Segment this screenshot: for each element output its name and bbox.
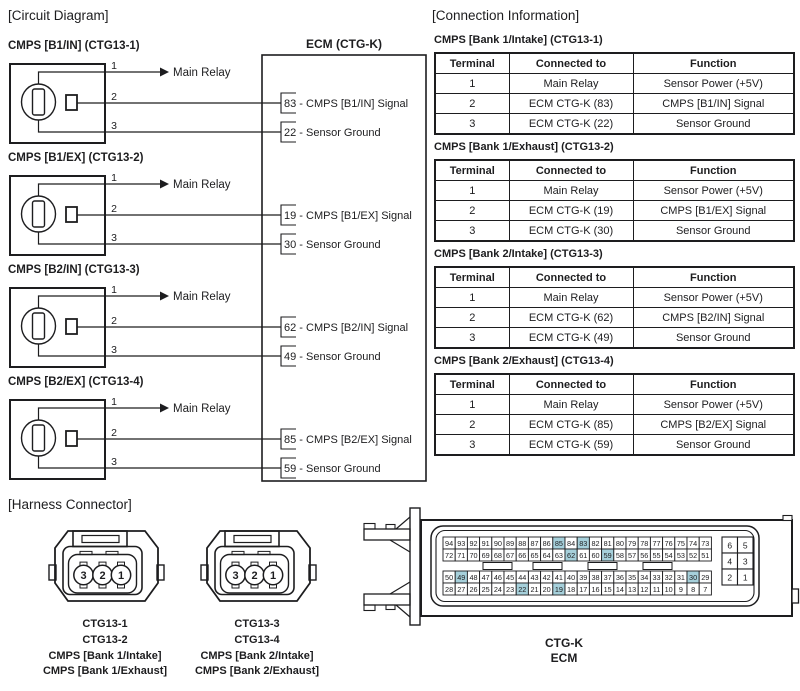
table-cell: 3 [435,435,509,456]
ecm-pin-number: 93 [457,539,466,549]
ecm-pin-number: 64 [542,551,551,561]
connection-table [434,52,795,135]
table-row [435,74,794,94]
ecm-ground-pin-label: 49 - Sensor Ground [284,351,381,363]
ecm-pin-number: 16 [591,585,600,595]
table-cell: 2 [435,201,509,221]
ecm-small-grid-number: 3 [742,556,748,567]
wire-3 [39,456,282,468]
connector-caption-line: CMPS [Bank 2/Intake] [200,649,314,662]
ecm-pin-number: 74 [689,539,698,549]
table-cell: 2 [435,94,509,114]
ecm-pin-number: 18 [567,585,576,595]
table-cell: 1 [435,395,509,415]
ecm-pin-number: 49 [457,573,466,583]
main-relay-label: Main Relay [173,403,231,415]
ecm-box-title: ECM (CTG-K) [306,37,382,51]
ecm-side-tab [792,589,799,603]
table-cell: 1 [435,181,509,201]
table-cell: 1 [435,74,509,94]
bracket-arm-bottom [364,594,410,605]
arrowhead-icon [160,180,169,189]
connector-top-tab-slot [82,536,119,543]
ecm-key-tab [588,563,617,570]
column-header: Connected to [509,53,633,74]
connector-caption-line: CTG13-4 [234,633,280,646]
ecm-pin-number: 21 [530,585,539,595]
sensor-label: CMPS [B1/IN] (CTG13-1) [8,40,140,52]
table-cell: Sensor Ground [633,114,794,135]
connector-caption-line: CTG13-3 [234,618,280,630]
pin-circle-number: 1 [269,570,277,582]
wire-1 [39,296,161,308]
ecm-pin-number: 38 [591,573,600,583]
ecm-pin-number: 12 [640,585,649,595]
ecm-pin-number: 57 [628,551,637,561]
ecm-pin-number: 42 [542,573,551,583]
sensor-label: CMPS [B2/EX] (CTG13-4) [8,376,144,388]
table-cell: Sensor Power (+5V) [633,74,794,94]
circuit-diagram-group [8,37,426,481]
ecm-pin-number: 91 [481,539,490,549]
wire-number: 3 [111,120,117,132]
ecm-signal-pin-label: 83 - CMPS [B1/IN] Signal [284,98,409,110]
table-cell: 3 [435,328,509,349]
ecm-pin-number: 66 [518,551,527,561]
table-cell: Sensor Ground [633,328,794,349]
ecm-pin-number: 36 [615,573,624,583]
ecm-pin-number: 15 [603,585,612,595]
ecm-pin-number: 62 [567,551,576,561]
ecm-pin-number: 24 [493,585,502,595]
column-header: Function [633,160,794,181]
ecm-pin-number: 11 [652,585,661,595]
ecm-pin-number: 32 [664,573,673,583]
table-cell: Main Relay [509,181,633,201]
ecm-pin-number: 23 [506,585,515,595]
connector-caption-left [20,617,190,680]
ecm-pin-number: 19 [554,585,563,595]
ecm-pin-number: 7 [703,585,708,595]
ecm-pin-number: 58 [615,551,624,561]
ecm-pin-number: 77 [652,539,661,549]
ecm-pin-number: 33 [652,573,661,583]
ecm-pin-number: 55 [652,551,661,561]
ecm-pin-number: 83 [579,539,588,549]
connector-caption-line: CTG13-2 [82,633,128,646]
ecm-pin-number: 84 [567,539,576,549]
table-row [435,435,794,456]
ecm-pin-number: 63 [554,551,563,561]
ecm-pin-number: 82 [591,539,600,549]
ecm-pin-number: 45 [506,573,515,583]
ecm-pin-number: 48 [469,573,478,583]
ecm-pin-number: 52 [689,551,698,561]
connection-table-title: CMPS [Bank 1/Exhaust] (CTG13-2) [434,141,614,153]
wire-3 [39,120,282,132]
ecm-caption [479,636,649,666]
ecm-pin-number: 34 [640,573,649,583]
wire-1 [39,72,161,84]
ecm-pin-number: 60 [591,551,600,561]
ecm-ground-pin-label: 22 - Sensor Ground [284,127,381,139]
ecm-pin-number: 76 [664,539,673,549]
wire-number: 1 [111,396,117,408]
table-cell: Sensor Power (+5V) [633,395,794,415]
ecm-pin-number: 22 [518,585,527,595]
connector-key-bump [232,551,244,554]
connection-table-title: CMPS [Bank 1/Intake] (CTG13-1) [434,34,603,46]
ecm-pin-number: 65 [530,551,539,561]
column-header: Terminal [435,374,509,395]
table-cell: ECM CTG-K (49) [509,328,633,349]
wire-number: 1 [111,172,117,184]
table-cell: Main Relay [509,288,633,308]
pin-circle-number: 1 [117,570,125,582]
ecm-ground-pin-label: 30 - Sensor Ground [284,239,381,251]
table-cell: Main Relay [509,74,633,94]
table-row [435,181,794,201]
table-row [435,288,794,308]
ecm-pin-number: 26 [469,585,478,595]
table-row [435,308,794,328]
ecm-pin-number: 69 [481,551,490,561]
ecm-pin-number: 29 [701,573,710,583]
mount-strip [410,508,420,625]
sensor-label: CMPS [B2/IN] (CTG13-3) [8,264,140,276]
bracket-bump [364,524,375,530]
sensor-terminal [66,95,77,110]
connection-table-section [434,355,794,456]
ecm-pin-number: 35 [628,573,637,583]
ecm-pin-number: 80 [615,539,624,549]
ecm-connector-drawing [364,508,799,625]
ecm-pin-number: 41 [554,573,563,583]
table-row [435,114,794,135]
table-cell: 3 [435,114,509,135]
ecm-pin-number: 8 [691,585,696,595]
wire-3 [39,344,282,356]
ecm-pin-number: 53 [676,551,685,561]
connection-table-section [434,141,794,242]
connection-table-section [434,248,794,349]
ecm-caption-line: CTG-K [545,636,583,650]
wire-number: 2 [111,203,117,215]
ecm-small-grid-number: 6 [727,540,733,551]
sensor-label: CMPS [B1/EX] (CTG13-2) [8,152,144,164]
ecm-pin-number: 78 [640,539,649,549]
connection-table-section [434,34,794,135]
ecm-pin-number: 10 [664,585,673,595]
sensor-inner-pin [33,425,45,451]
ecm-pin-number: 37 [603,573,612,583]
ecm-pin-number: 50 [445,573,454,583]
connection-table-title: CMPS [Bank 2/Exhaust] (CTG13-4) [434,355,614,367]
arrowhead-icon [160,292,169,301]
ecm-pin-number: 40 [567,573,576,583]
column-header: Connected to [509,267,633,288]
wire-number: 2 [111,427,117,439]
ecm-pin-number: 89 [506,539,515,549]
sensor-inner-pin [33,201,45,227]
ecm-pin-number: 73 [701,539,710,549]
bracket-strut [396,605,410,617]
wire-number: 2 [111,91,117,103]
table-row [435,201,794,221]
ecm-pin-number: 72 [445,551,454,561]
ecm-signal-pin-label: 62 - CMPS [B2/IN] Signal [284,322,409,334]
wire-1 [39,184,161,196]
ecm-small-grid-number: 1 [742,572,748,583]
wire-number: 3 [111,232,117,244]
sensor-inner-pin [33,89,45,115]
connector-caption-line: CMPS [Bank 2/Exhaust] [194,665,320,678]
column-header: Function [633,374,794,395]
table-cell: 3 [435,221,509,242]
bracket-bump [386,605,395,610]
connector-top-tab-slot [234,536,271,543]
table-cell: 2 [435,308,509,328]
table-cell: Sensor Power (+5V) [633,288,794,308]
table-cell: Main Relay [509,395,633,415]
ecm-pin-number: 20 [542,585,551,595]
sensor-terminal [66,207,77,222]
table-row [435,221,794,242]
ecm-pin-number: 27 [457,585,466,595]
ecm-pin-number: 9 [678,585,683,595]
table-cell: ECM CTG-K (30) [509,221,633,242]
ecm-pin-number: 59 [603,551,612,561]
ecm-pin-number: 44 [518,573,527,583]
connector-caption-line: CMPS [Bank 1/Intake] [48,649,162,662]
ecm-small-grid-number: 2 [727,572,733,583]
pin-circle-number: 2 [99,570,106,582]
ecm-pin-number: 70 [469,551,478,561]
ecm-pin-number: 14 [615,585,624,595]
ecm-pin-number: 61 [579,551,588,561]
ecm-key-tab [483,563,512,570]
table-cell: Sensor Ground [633,435,794,456]
ecm-pin-number: 47 [481,573,490,583]
ecm-pin-number: 25 [481,585,490,595]
ecm-pin-number: 67 [506,551,515,561]
ecm-pin-number: 85 [554,539,563,549]
ecm-pin-number: 13 [628,585,637,595]
arrowhead-icon [160,68,169,77]
ecm-pin-number: 79 [628,539,637,549]
wire-number: 1 [111,284,117,296]
table-row [435,415,794,435]
ecm-pin-number: 88 [518,539,527,549]
ecm-corner-step [783,516,792,521]
table-cell: 1 [435,288,509,308]
ecm-caption-line: ECM [550,651,578,665]
connector-key-bump [80,551,92,554]
ecm-signal-pin-label: 85 - CMPS [B2/EX] Signal [284,434,412,446]
ecm-pin-number: 90 [493,539,502,549]
harness-connector-heading: [Harness Connector] [8,497,132,512]
ecm-pin-number: 86 [542,539,551,549]
connector-caption-line: CTG13-1 [82,618,128,630]
pin-circle-number: 3 [80,570,87,582]
bracket-bump [364,605,375,611]
wire-number: 1 [111,60,117,72]
table-cell: ECM CTG-K (22) [509,114,633,135]
table-cell: ECM CTG-K (62) [509,308,633,328]
column-header: Terminal [435,267,509,288]
connector-key-bump [258,551,270,554]
connection-table-title: CMPS [Bank 2/Intake] (CTG13-3) [434,248,603,260]
harness-connector [49,531,164,601]
connection-table [434,373,795,456]
ecm-pin-number: 87 [530,539,539,549]
pin-circle-number: 2 [251,570,258,582]
column-header: Terminal [435,53,509,74]
ecm-small-grid-number: 4 [727,556,733,567]
ecm-pin-number: 30 [689,573,698,583]
table-row [435,395,794,415]
table-cell: 2 [435,415,509,435]
column-header: Function [633,53,794,74]
connection-tables [434,34,794,462]
table-cell: CMPS [B1/EX] Signal [633,201,794,221]
table-cell: CMPS [B2/EX] Signal [633,415,794,435]
ecm-small-grid-number: 5 [742,540,748,551]
sensor-inner-pin [33,313,45,339]
ecm-box [262,55,426,481]
ecm-pin-number: 43 [530,573,539,583]
table-cell: ECM CTG-K (59) [509,435,633,456]
bracket-arm-top [364,529,410,540]
wire-1 [39,408,161,420]
bracket-bump [386,525,395,530]
connection-information-heading: [Connection Information] [432,8,580,23]
table-cell: ECM CTG-K (19) [509,201,633,221]
ecm-pin-number: 75 [676,539,685,549]
ecm-pin-number: 46 [493,573,502,583]
connector-caption-right [172,617,342,680]
arrowhead-icon [160,404,169,413]
table-cell: CMPS [B1/IN] Signal [633,94,794,114]
main-relay-label: Main Relay [173,179,231,191]
ecm-pin-number: 28 [445,585,454,595]
table-cell: ECM CTG-K (85) [509,415,633,435]
connector-key-bump [106,551,118,554]
column-header: Connected to [509,374,633,395]
bracket-strut [396,517,410,529]
table-cell: CMPS [B2/IN] Signal [633,308,794,328]
table-cell: ECM CTG-K (83) [509,94,633,114]
connection-table [434,159,795,242]
ecm-pin-number: 51 [701,551,710,561]
ecm-pin-number: 94 [445,539,454,549]
wire-3 [39,232,282,244]
bracket-strut [390,540,410,552]
table-cell: Sensor Ground [633,221,794,242]
circuit-diagram-heading: [Circuit Diagram] [8,8,109,23]
wire-number: 2 [111,315,117,327]
ecm-pin-number: 92 [469,539,478,549]
ecm-pin-number: 31 [676,573,685,583]
column-header: Function [633,267,794,288]
ecm-pin-number: 17 [579,585,588,595]
table-row [435,94,794,114]
table-cell: Sensor Power (+5V) [633,181,794,201]
ecm-key-tab [643,563,672,570]
column-header: Terminal [435,160,509,181]
connector-caption-line: CMPS [Bank 1/Exhaust] [42,665,168,678]
ecm-signal-pin-label: 19 - CMPS [B1/EX] Signal [284,210,412,222]
sensor-terminal [66,431,77,446]
bracket-strut [390,582,410,594]
main-relay-label: Main Relay [173,67,231,79]
table-row [435,328,794,349]
ecm-pin-number: 81 [603,539,612,549]
harness-connector [201,531,316,601]
pin-circle-number: 3 [232,570,239,582]
ecm-ground-pin-label: 59 - Sensor Ground [284,463,381,475]
connection-table [434,266,795,349]
wire-number: 3 [111,456,117,468]
wire-number: 3 [111,344,117,356]
ecm-pin-number: 71 [457,551,466,561]
main-relay-label: Main Relay [173,291,231,303]
ecm-pin-number: 56 [640,551,649,561]
ecm-key-tab [533,563,562,570]
ecm-pin-number: 68 [493,551,502,561]
ecm-pin-number: 54 [664,551,673,561]
column-header: Connected to [509,160,633,181]
sensor-terminal [66,319,77,334]
ecm-pin-number: 39 [579,573,588,583]
